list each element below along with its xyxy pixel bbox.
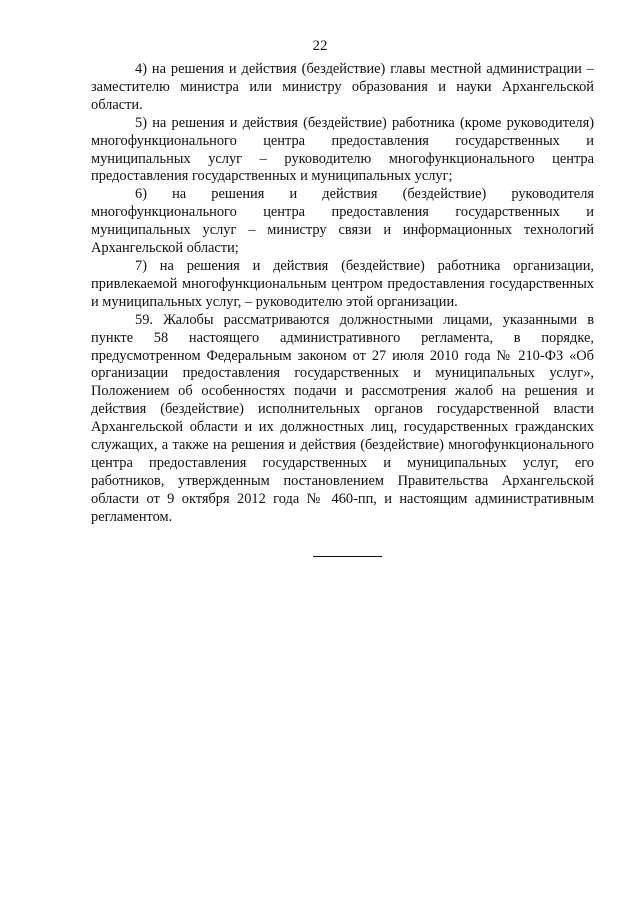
paragraph-item-5: 5) на решения и действия (бездействие) работника (кроме руководителя) многофункционального центра предоставления государственных и муниципальных услуг – руководителю многофункционального центра предоставления государственных и муниципальных услуг;	[91, 114, 594, 185]
page-number: 22	[312, 38, 328, 54]
paragraph-59: 59. Жалобы рассматриваются должностными лицами, указанными в пункте 58 настоящего административного регламента, в порядке, предусмотренном Федеральным законом от 27 июля 2010 года № 210-ФЗ «Об организации предоставления государственных и муниципальных услуг», Положением об особенностях подачи и рассмотрения жалоб на решения и действия (бездействие) исполнительных органов государственной власти Архангельской области и их должностных лиц, государственных гражданских служащих, а также на решения и действия (бездействие) многофункционального центра предоставления государственных и муниципальных услуг, его работников, утвержденным постановлением Правительства Архангельской области от 9 октября 2012 года № 460-пп, и настоящим административным регламентом.	[91, 311, 594, 525]
paragraph-item-6: 6) на решения и действия (бездействие) руководителя многофункционального центра предоставления государственных и муниципальных услуг – министру связи и информационных технологий Архангельской области;	[91, 186, 594, 257]
document-body	[91, 61, 594, 527]
paragraph-item-7: 7) на решения и действия (бездействие) работника организации, привлекаемой многофункциональным центром предоставления государственных и муниципальных услуг, – руководителю этой организации.	[91, 257, 594, 310]
end-of-document-rule	[313, 556, 382, 557]
paragraph-item-4: 4) на решения и действия (бездействие) главы местной администрации – заместителю министра или министру образования и науки Архангельской области.	[91, 61, 594, 113]
